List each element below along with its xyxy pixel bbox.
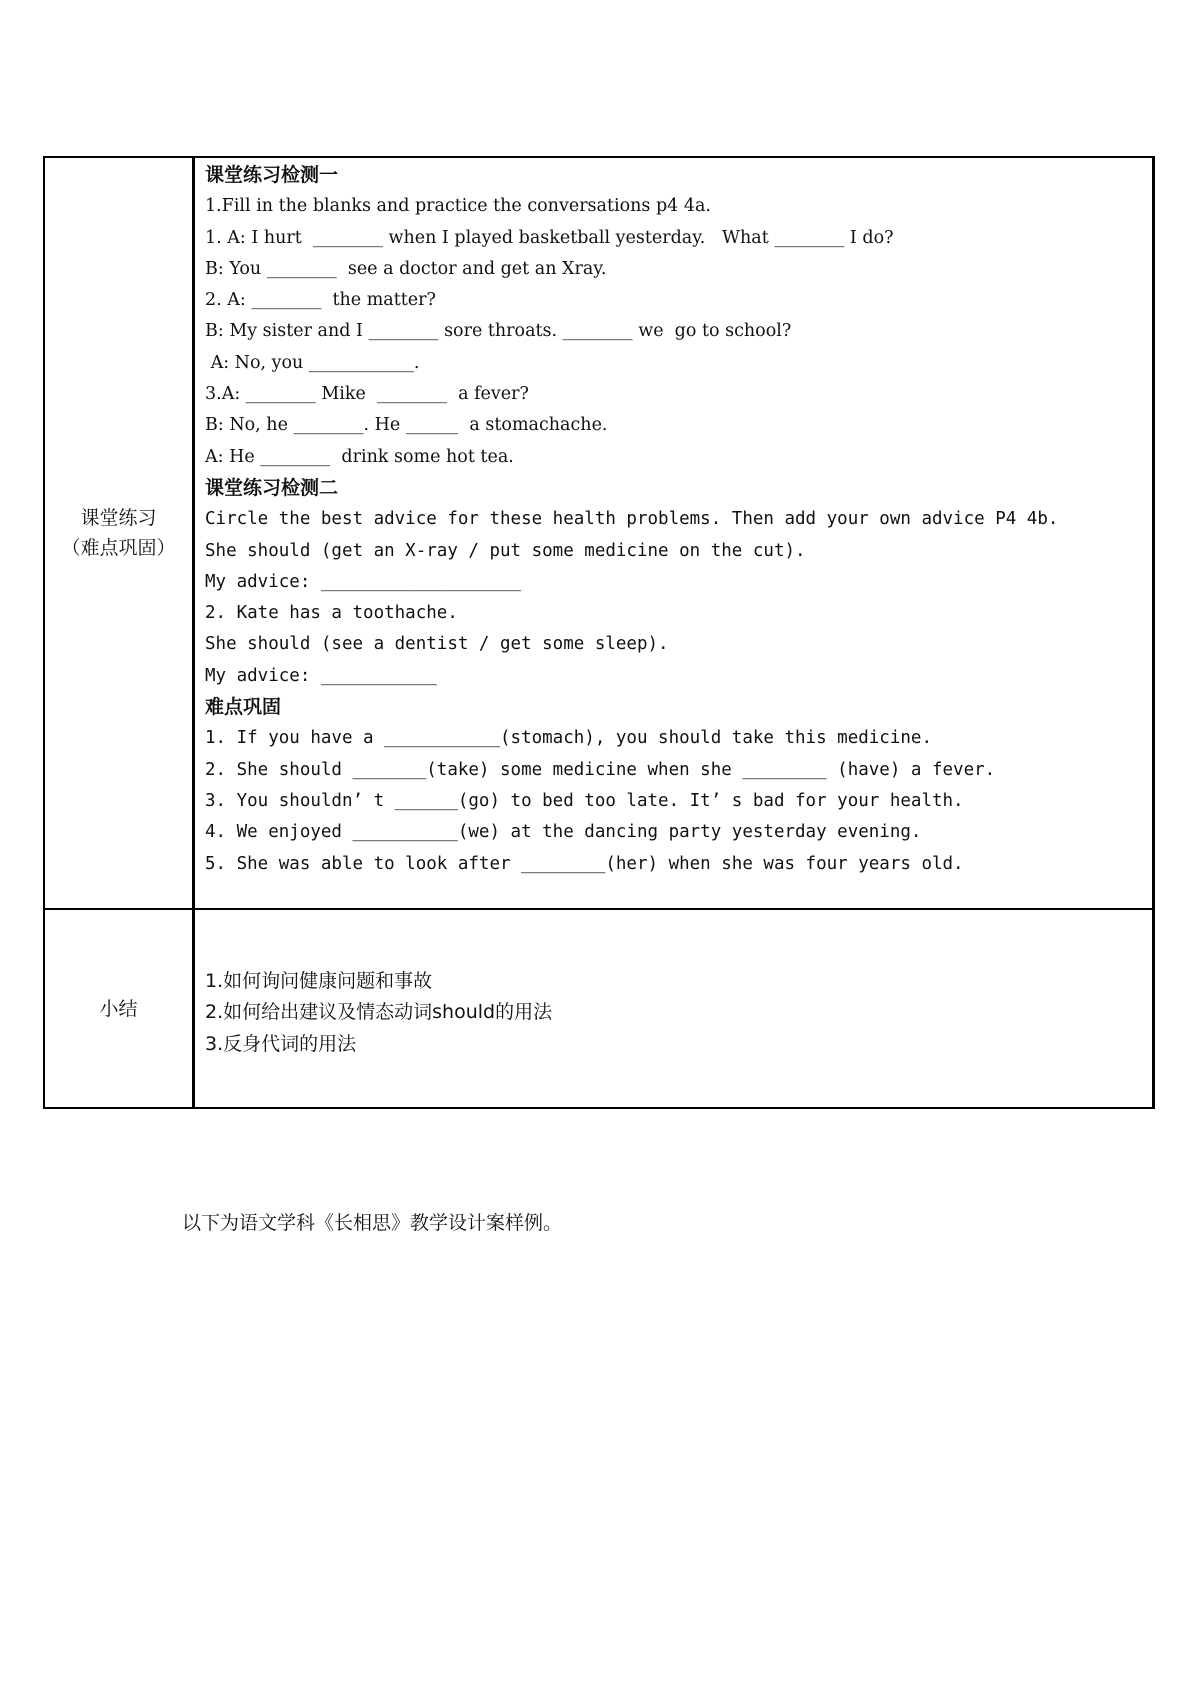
- exercise-row: [44, 157, 1154, 909]
- exercise-label-line: 课堂练习: [80, 507, 157, 529]
- exercise-content-cell: [194, 157, 1154, 909]
- exercise-line: 4. We enjoyed __________(we) at the dancing party yesterday evening.: [205, 822, 922, 843]
- exercise-line: B: You ________ see a doctor and get an Xray.: [205, 258, 607, 279]
- section-heading-2: 课堂练习检测二: [205, 476, 339, 499]
- exercise-line: 1. If you have a ___________(stomach), you should take this medicine.: [205, 728, 932, 749]
- summary-label: 小结: [99, 997, 138, 1020]
- exercise-line: A: He ________ drink some hot tea.: [205, 446, 514, 467]
- exercise-label-cell: [44, 157, 194, 909]
- section-heading-3: 难点巩固: [205, 696, 282, 719]
- summary-content-cell: [194, 909, 1154, 1108]
- exercise-line: 2. She should _______(take) some medicine when she ________ (have) a fever.: [205, 759, 996, 780]
- summary-item: 3.反身代词的用法: [205, 1032, 357, 1055]
- section-heading-1: 课堂练习检测一: [205, 164, 339, 186]
- exercise-line: She should (get an X-ray / put some medicine on the cut).: [205, 540, 806, 561]
- lesson-table: [43, 156, 1155, 1109]
- exercise-line: 1. A: I hurt ________ when I played basketball yesterday. What ________ I do?: [205, 227, 894, 248]
- summary-row: [44, 909, 1154, 1108]
- exercise-line: My advice: ___________________: [205, 571, 522, 592]
- footer-note: 以下为语文学科《长相思》教学设计案样例。: [182, 1212, 563, 1234]
- summary-label-cell: [44, 909, 194, 1108]
- exercise-line: A: No, you ____________.: [205, 352, 420, 373]
- exercise-line: 3. You shouldn’ t ______(go) to bed too late. It’ s bad for your health.: [205, 790, 964, 811]
- exercise-line: 5. She was able to look after ________(her) when she was four years old.: [205, 853, 964, 874]
- exercise-line: My advice: ___________: [205, 665, 437, 686]
- exercise-label-subline: （难点巩固）: [61, 537, 176, 559]
- exercise-line: 2. A: ________ the matter?: [205, 290, 436, 311]
- exercise-line: B: No, he ________. He ______ a stomachache.: [205, 415, 608, 436]
- exercise-line: 3.A: ________ Mike ________ a fever?: [205, 384, 529, 405]
- exercise-line: 2. Kate has a toothache.: [205, 603, 458, 624]
- summary-item: 2.如何给出建议及情态动词should的用法: [205, 1001, 553, 1024]
- exercise-line: B: My sister and I ________ sore throats. ________ we go to school?: [205, 321, 792, 342]
- exercise-line: 1.Fill in the blanks and practice the conversations p4 4a.: [205, 196, 711, 217]
- exercise-line: Circle the best advice for these health problems. Then add your own advice P4 4b.: [205, 509, 1059, 530]
- exercise-line: She should (see a dentist / get some sleep).: [205, 634, 669, 655]
- summary-item: 1.如何询问健康问题和事故: [205, 970, 433, 992]
